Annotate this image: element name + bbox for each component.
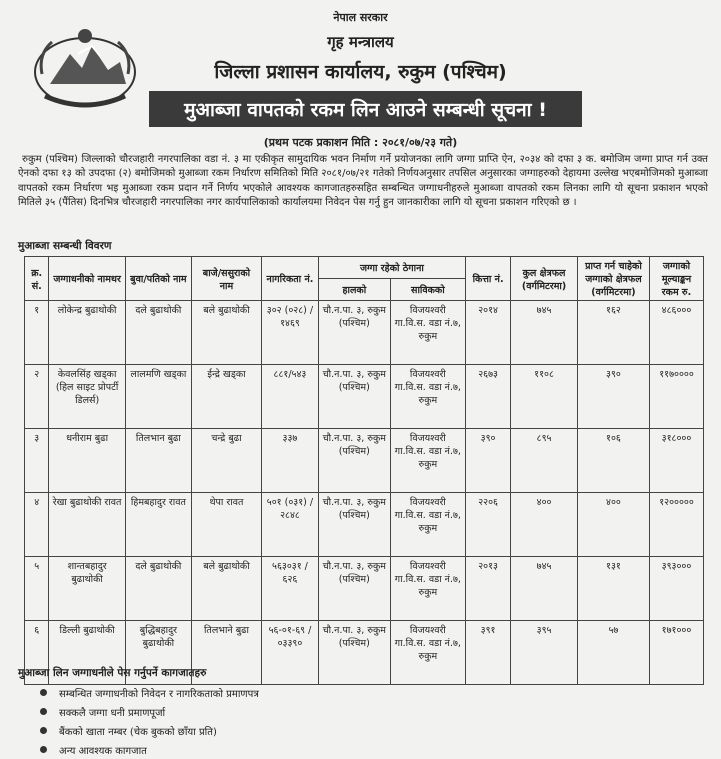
cell-value: ११७००००	[650, 365, 704, 429]
col-location: जग्गा रहेको ठेगाना	[318, 257, 465, 279]
cell-owner: डिल्ली बुढाथोकी	[49, 621, 125, 685]
cell-father: दले बुढाथोकी	[125, 301, 191, 365]
bullet-icon	[40, 727, 47, 734]
cell-father: तिलभान बुढा	[125, 429, 191, 493]
documents-list	[40, 683, 259, 759]
cell-owner: धनीराम बुढा	[49, 429, 125, 493]
table-header-row	[25, 257, 704, 279]
cell-value: १७१०००	[650, 621, 704, 685]
cell-plot: ३९०	[465, 429, 510, 493]
cell-plot: २२०६	[465, 493, 510, 557]
cell-current-address: चौ.न.पा. ३, रुकुम (पश्चिम)	[318, 557, 390, 621]
cell-area: ७४५	[511, 301, 578, 365]
cell-plot: २०१३	[465, 557, 510, 621]
notice-body-text: रुकुम (पश्चिम) जिल्लाको चौरजहारी नगरपालिका वडा नं. ३ मा एकीकृत सामुदायिक भवन निर्माण गर्ने प्रयोजनका लागि जग्गा प्राप्ति ऐन, २०३४ को दफा ३ क. बमोजिम जग्गा प्राप्त गर्न उक्त ऐनको दफा १३ को उपदफा (२) बमोजिमको मुआब्जा रकम निर्धारण समितिको मिति २०८१/०७/२१ गतेको निर्णयअनुसार तपसिल अनुसारका जग्गाहरुको देहायमा उल्लेख भएबमोजिमको मुआब्जा वापतको रकम निर्धारण भइ मुआब्जा रकम प्रदान गर्ने निर्णय भएकोले आवश्यक कागजातहरुसहित सम्बन्धित जग्गाधनीहरुले मुआब्जा वापतको रकम लिनका लागि यो सूचना प्रकाशन भएको मितिले ३५ (पैंतिस) दिनभित्र चौरजहारी नगरपालिका नगर कार्यपालिकाको कार्यालयमा निवेदन पेस गर्नु हुन जानकारीका लागि यो सूचना प्रकाशन गरिएको छ ।	[18, 154, 708, 208]
cell-sn: २	[25, 365, 49, 429]
bullet-icon	[40, 746, 47, 753]
col-citizenship: नागरिकता नं.	[262, 257, 319, 301]
col-father: बुवा/पतिको नाम	[125, 257, 191, 301]
document-label: सम्बन्धित जग्गाधनीको निवेदन र नागरिकताको प्रमाणपत्र	[59, 688, 259, 700]
col-acquire-area: प्राप्त गर्न चाहेको जग्गाको क्षेत्रफल (वर्गमिटरमा)	[577, 257, 649, 301]
cell-grandfather: तिलभाने बुढा	[191, 621, 261, 685]
cell-acquire-area: १३१	[577, 557, 649, 621]
cell-value: ३९३०००	[650, 557, 704, 621]
cell-former-address: विजयश्वरी गा.वि.स. वडा नं.७, रुकुम	[390, 301, 465, 365]
list-item	[40, 683, 259, 702]
bullet-icon	[40, 689, 47, 696]
cell-acquire-area: ३९०	[577, 365, 649, 429]
col-sn: क्र. सं.	[25, 257, 49, 301]
col-value: जग्गाको मूल्याङ्कन रकम रु.	[650, 257, 704, 301]
notice-title-banner: मुआब्जा वापतको रकम लिन आउने सम्बन्धी सूचना !	[149, 91, 582, 127]
cell-sn: ५	[25, 557, 49, 621]
col-grandfather: बाजे/ससुराको नाम	[191, 257, 261, 301]
col-former-address: साविकको	[390, 279, 465, 301]
cell-grandfather: ईन्द्रे खड्का	[191, 365, 261, 429]
cell-father: लालमणि खड्का	[125, 365, 191, 429]
cell-area: ४००	[511, 493, 578, 557]
ministry-label: गृह मन्त्रालय	[327, 33, 394, 51]
document-label: बैंकको खाता नम्बर (चेक बुकको छाँया प्रति)	[59, 726, 217, 738]
cell-acquire-area: १६२	[577, 301, 649, 365]
cell-owner: रेखा बुढाथोकी रावत	[49, 493, 125, 557]
cell-citizenship: ८८१/५४३	[262, 365, 319, 429]
office-label: जिल्ला प्रशासन कार्यालय, रुकुम (पश्चिम)	[214, 61, 507, 83]
cell-father: दले बुढाथोकी	[125, 557, 191, 621]
cell-citizenship: ५६-०१-६९ /०३३९०	[262, 621, 319, 685]
cell-acquire-area: ५७	[577, 621, 649, 685]
cell-former-address: विजयश्वरी गा.वि.स. वडा नं.७, रुकुम	[390, 429, 465, 493]
table-row	[25, 301, 704, 365]
cell-acquire-area: ४००	[577, 493, 649, 557]
table-row	[25, 493, 704, 557]
cell-father: बुद्धिबहादुर बुढाथोकी	[125, 621, 191, 685]
cell-current-address: चौ.न.पा. ३, रुकुम (पश्चिम)	[318, 301, 390, 365]
documents-heading: मुआब्जा लिन जग्गाधनीले पेस गर्नुपर्ने कागजातहरु	[18, 667, 207, 679]
col-area: कुल क्षेत्रफल (वर्गमिटरमा)	[511, 257, 578, 301]
cell-citizenship: ३३७	[262, 429, 319, 493]
publication-date: (प्रथम पटक प्रकाशन मिति : २०८१/०७/२३ गते)	[263, 136, 458, 149]
cell-value: १२०००००	[650, 493, 704, 557]
col-owner: जग्गाधनीको नामथर	[49, 257, 125, 301]
cell-sn: ३	[25, 429, 49, 493]
cell-grandfather: बले बुढाथोकी	[191, 301, 261, 365]
cell-sn: १	[25, 301, 49, 365]
cell-current-address: चौ.न.पा. ३, रुकुम (पश्चिम)	[318, 429, 390, 493]
details-heading: मुआब्जा सम्बन्धी विवरण	[18, 240, 112, 252]
cell-area: ११०८	[511, 365, 578, 429]
cell-plot: २०१४	[465, 301, 510, 365]
bullet-icon	[40, 708, 47, 715]
cell-grandfather: बले बुढाथोकी	[191, 557, 261, 621]
cell-citizenship: ३०२ (०२८) /१४६९	[262, 301, 319, 365]
cell-area: ३९५	[511, 621, 578, 685]
cell-current-address: चौ.न.पा. ३, रुकुम (पश्चिम)	[318, 493, 390, 557]
col-current-address: हालको	[318, 279, 390, 301]
cell-current-address: चौ.न.पा. ३, रुकुम (पश्चिम)	[318, 365, 390, 429]
cell-plot: २६७३	[465, 365, 510, 429]
cell-grandfather: चन्द्रे बुढा	[191, 429, 261, 493]
cell-owner: शान्तबहादुर बुढाथोकी	[49, 557, 125, 621]
document-label: अन्य आवश्यक कागजात	[59, 745, 147, 757]
government-label: नेपाल सरकार	[333, 11, 388, 24]
col-plot: कित्ता नं.	[465, 257, 510, 301]
cell-sn: ६	[25, 621, 49, 685]
compensation-table	[24, 256, 704, 685]
cell-citizenship: ५०१ (०३१) /२८४८	[262, 493, 319, 557]
cell-value: ४८६०००	[650, 301, 704, 365]
document-label: सक्कलै जग्गा धनी प्रमाणपूर्जा	[59, 707, 166, 719]
cell-current-address: चौ.न.पा. ३, रुकुम (पश्चिम)	[318, 621, 390, 685]
cell-citizenship: ५६३०३१ /६२६	[262, 557, 319, 621]
cell-father: हिमबहादुर रावत	[125, 493, 191, 557]
cell-former-address: विजयश्वरी गा.वि.स. वडा नं.७, रुकुम	[390, 365, 465, 429]
cell-acquire-area: १०६	[577, 429, 649, 493]
table-row	[25, 365, 704, 429]
cell-area: ८९५	[511, 429, 578, 493]
cell-owner: केवलसिंह खड्का (हिल साइट प्रोपर्टी डिलर्स)	[49, 365, 125, 429]
table-row	[25, 429, 704, 493]
cell-plot: ३९१	[465, 621, 510, 685]
cell-area: ७४५	[511, 557, 578, 621]
cell-owner: लोकेन्द्र बुढाथोकी	[49, 301, 125, 365]
cell-grandfather: थेपा रावत	[191, 493, 261, 557]
list-item	[40, 702, 259, 721]
list-item	[40, 740, 259, 759]
cell-former-address: विजयश्वरी गा.वि.स. वडा नं.७, रुकुम	[390, 493, 465, 557]
list-item	[40, 721, 259, 740]
cell-former-address: विजयश्वरी गा.वि.स. वडा नं.७, रुकुम	[390, 557, 465, 621]
cell-sn: ४	[25, 493, 49, 557]
cell-former-address: विजयश्वरी गा.वि.स. वडा नं.७, रुकुम	[390, 621, 465, 685]
cell-value: ३१८०००	[650, 429, 704, 493]
table-row	[25, 557, 704, 621]
